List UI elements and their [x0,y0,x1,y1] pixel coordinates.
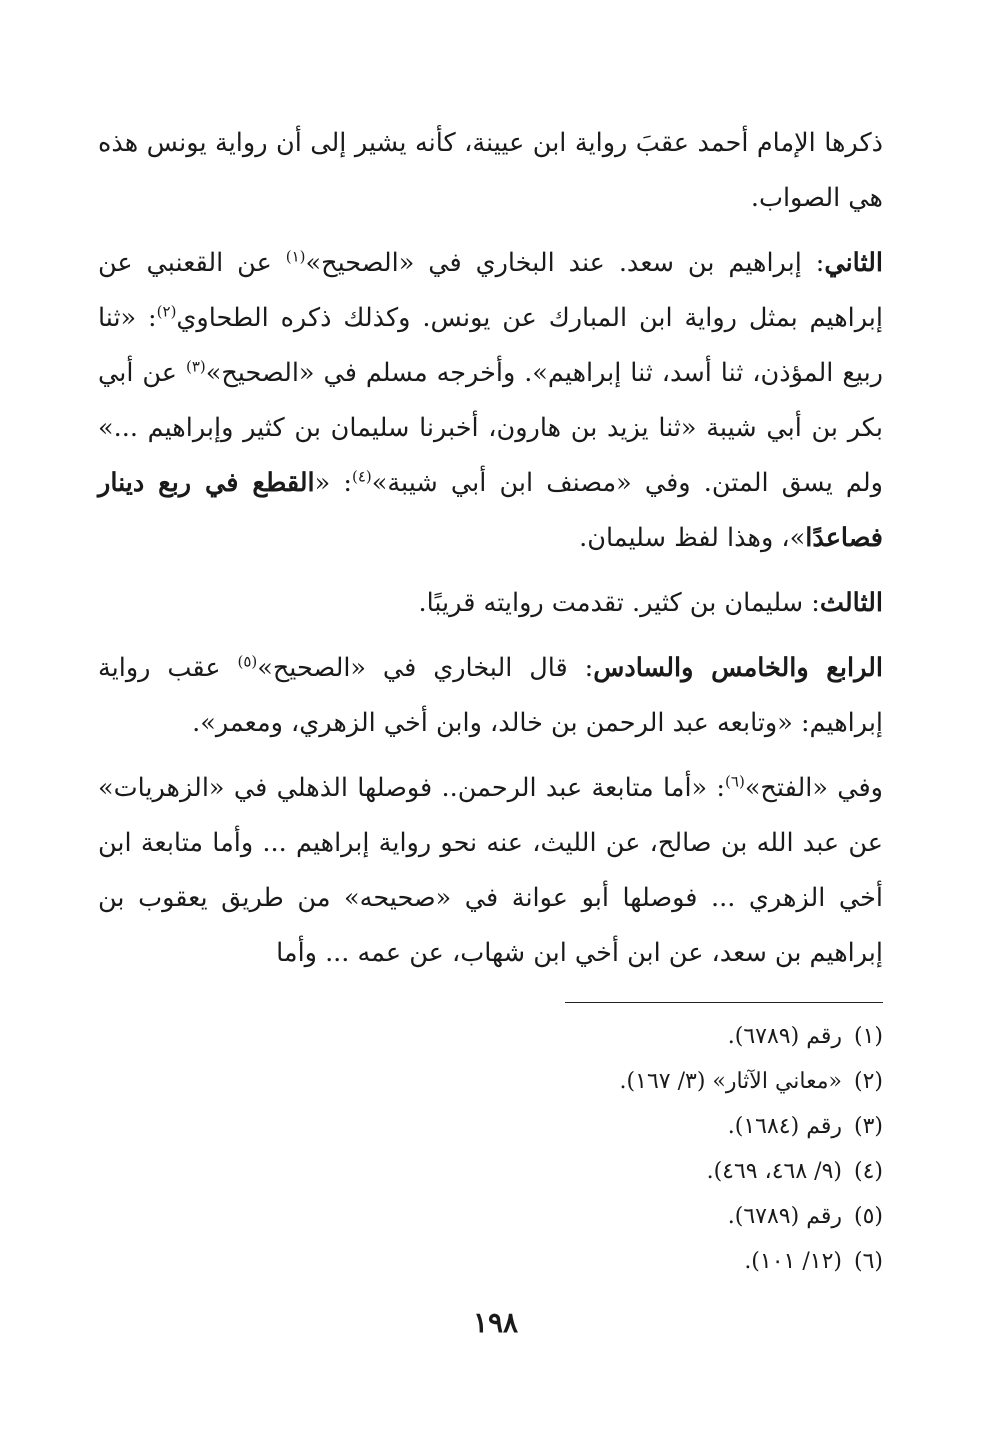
footnote-ref-4[interactable]: (٤) [351,467,372,486]
footnote-number: (١) [853,1024,883,1049]
footnote-text: رقم (٦٧٨٩). [727,1204,842,1229]
footnote-number: (٥) [853,1204,883,1229]
paragraph-text: »، وهذا لفظ سليمان. [579,523,806,553]
paragraph-text: : سليمان بن كثير. تقدمت روايته قريبًا. [418,588,820,618]
footnote-ref-3[interactable]: (٣) [185,357,206,376]
paragraph-lead: الثالث [819,588,883,618]
paragraph-1 [98,116,883,226]
footnote-item [300,1104,883,1149]
footnote-ref-1[interactable]: (١) [285,247,306,266]
paragraph-lead: الثاني [824,248,883,278]
paragraph-text: عن القعنبي عن إبراهيم بمثل رواية ابن المبارك عن يونس. وكذلك ذكره الطحاوي [98,248,883,333]
paragraph-lead: الرابع والخامس والسادس [593,653,883,683]
paragraph-text: عقب رواية إبراهيم: «وتابعه عبد الرحمن بن خالد، وابن أخي الزهري، ومعمر». [98,653,883,738]
paragraph-text: ذكرها الإمام أحمد عقبَ رواية ابن عيينة، كأنه يشير إلى أن رواية يونس هذه هي الصواب. [98,128,883,213]
footnote-item [300,1149,883,1194]
footnote-text: (١٢/ ١٠١). [744,1249,842,1274]
footnote-ref-5[interactable]: (٥) [237,652,258,671]
footnote-text: رقم (٦٧٨٩). [727,1024,842,1049]
paragraph-3 [98,576,883,631]
footnote-divider [565,1002,883,1003]
footnote-text: (٩/ ٤٦٨، ٤٦٩). [706,1159,842,1184]
footnote-item [300,1059,883,1104]
paragraph-text: عن أبي بكر بن أبي شيبة «ثنا يزيد بن هارون، أخبرنا سليمان بن كثير وإبراهيم ...» ولم يسق المتن. وفي «مصنف ابن أبي شيبة» [98,358,883,498]
bold-quote: القطع في ربع دينار فصاعدًا [98,468,883,553]
footnotes [300,1014,883,1284]
footnote-ref-2[interactable]: (٢) [156,302,177,321]
paragraph-text: وفي «الفتح» [744,773,883,803]
footnote-number: (٤) [853,1159,883,1184]
footnote-number: (٦) [853,1249,883,1274]
footnote-item [300,1194,883,1239]
paragraph-text: : إبراهيم بن سعد. عند البخاري في «الصحيح» [305,248,825,278]
paragraph-text: : «ثنا ربيع المؤذن، ثنا أسد، ثنا إبراهيم». وأخرجه مسلم في «الصحيح» [98,303,883,388]
footnote-item [300,1239,883,1284]
footnote-number: (٣) [853,1114,883,1139]
footnote-item [300,1014,883,1059]
footnote-ref-6[interactable]: (٦) [725,772,745,791]
paragraph-5 [98,761,883,981]
footnote-text: «معاني الآثار» (٣/ ١٦٧). [619,1069,842,1094]
paragraph-text: : « [314,468,352,498]
paragraph-text: : «أما متابعة عبد الرحمن.. فوصلها الذهلي في «الزهريات» عن عبد الله بن صالح، عن الليث، عنه نحو رواية إبراهيم ... وأما متابعة ابن أخي الزهري ... فوصلها أبو عوانة في «صحيحه» من طريق يعقوب بن إبراهيم بن سعد، عن ابن أخي ابن شهاب، عن عمه ... وأما [98,773,883,968]
paragraph-2 [98,236,883,566]
footnote-text: رقم (١٦٨٤). [727,1114,842,1139]
page-number: ١٩٨ [472,1306,519,1339]
paragraph-4 [98,641,883,751]
paragraph-text: : قال البخاري في «الصحيح» [257,653,594,683]
footnote-number: (٢) [853,1069,883,1094]
main-text [98,116,883,981]
